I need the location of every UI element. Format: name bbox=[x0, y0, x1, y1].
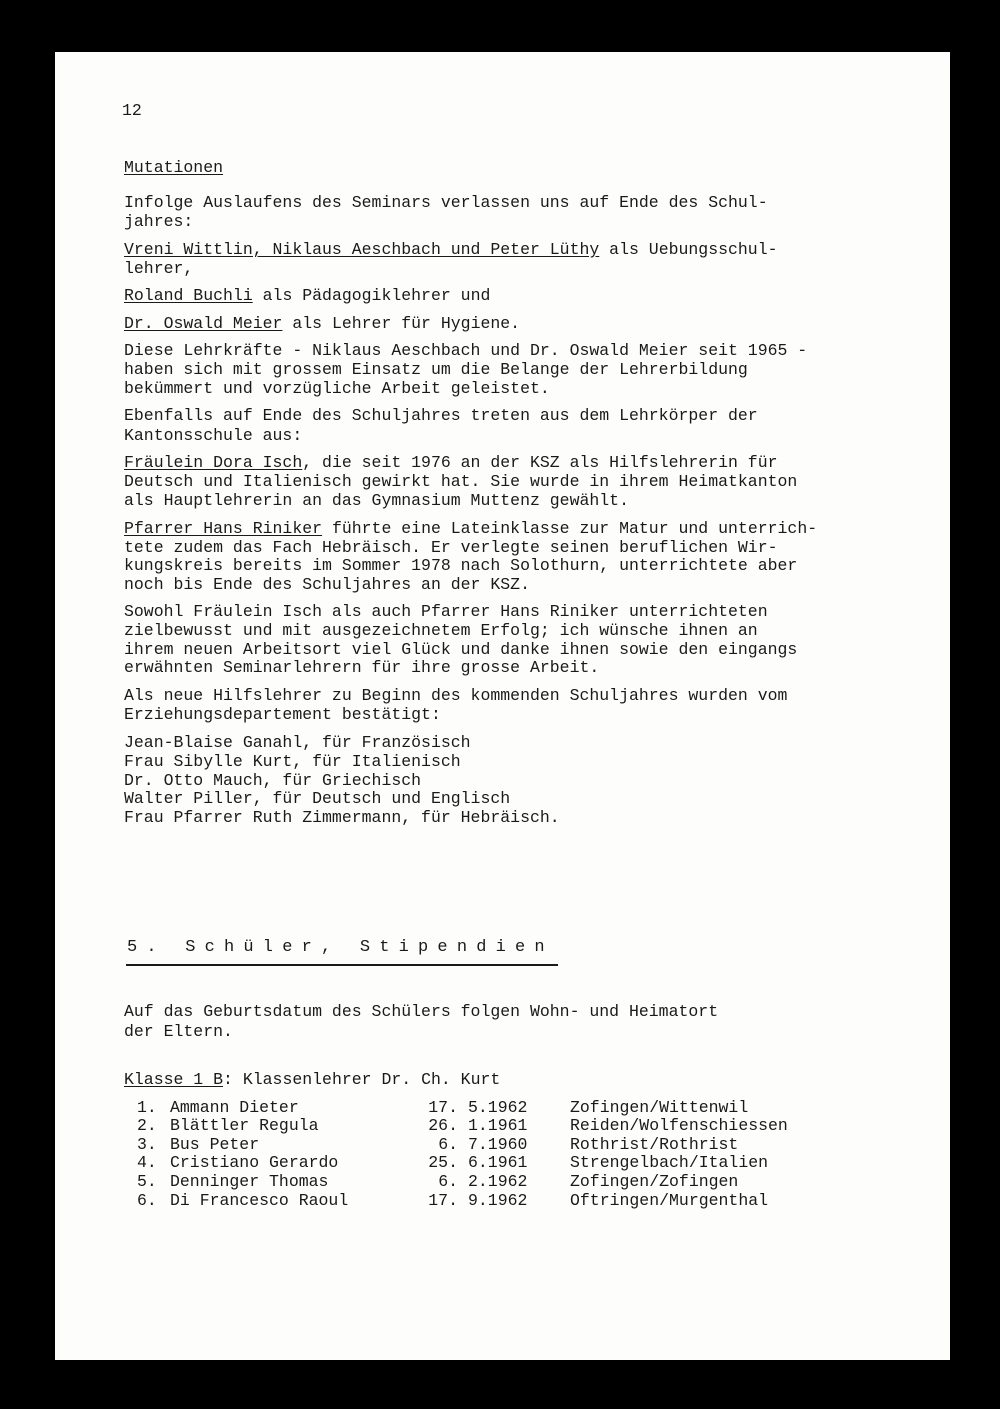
paragraph-line bbox=[124, 453, 778, 472]
section-title-mutationen: Mutationen bbox=[124, 158, 224, 177]
birth-month-year: 1.1961 bbox=[468, 1116, 528, 1135]
paragraph-line: Erziehungsdepartement bestätigt: bbox=[124, 705, 441, 724]
birth-day: 6. bbox=[438, 1172, 458, 1191]
underlined-name: Pfarrer Hans Riniker bbox=[124, 519, 323, 538]
paragraph-line: haben sich mit grossem Einsatz um die Belange der Lehrerbildung bbox=[124, 360, 748, 379]
paragraph-line: Auf das Geburtsdatum des Schülers folgen Wohn- und Heimatort bbox=[124, 1002, 719, 1021]
paragraph-line: der Eltern. bbox=[124, 1022, 233, 1041]
text-span: als Uebungsschul- bbox=[599, 240, 778, 259]
student-number: 6. bbox=[137, 1191, 157, 1210]
section-heading: 5. Schüler, Stipendien bbox=[127, 938, 554, 957]
birth-day: 17. bbox=[428, 1191, 458, 1210]
paragraph-line: Sowohl Fräulein Isch als auch Pfarrer Hans Riniker unterrichteten bbox=[124, 602, 768, 621]
paragraph-line: bekümmert und vorzügliche Arbeit geleistet. bbox=[124, 379, 550, 398]
paragraph-line: Deutsch und Italienisch gewirkt hat. Sie wurde in ihrem Heimatkanton bbox=[124, 472, 798, 491]
paragraph-line: kungskreis bereits im Sommer 1978 nach Solothurn, unterrichtete aber bbox=[124, 556, 798, 575]
birth-month-year: 7.1960 bbox=[468, 1135, 528, 1154]
teacher-list-item: Frau Pfarrer Ruth Zimmermann, für Hebräisch. bbox=[124, 808, 560, 827]
birth-month-year: 9.1962 bbox=[468, 1191, 528, 1210]
paragraph-line: lehrer, bbox=[124, 259, 194, 278]
page-number: 12 bbox=[122, 101, 142, 120]
student-number: 5. bbox=[137, 1172, 157, 1191]
text-span: als Lehrer für Hygiene. bbox=[282, 314, 521, 333]
underlined-name: Dr. Oswald Meier bbox=[124, 314, 283, 333]
paragraph-line: noch bis Ende des Schuljahres an der KSZ. bbox=[124, 575, 530, 594]
student-name: Denninger Thomas bbox=[170, 1172, 329, 1191]
paragraph-line: zielbewusst und mit ausgezeichnetem Erfolg; ich wünsche ihnen an bbox=[124, 621, 758, 640]
paragraph-line: erwähnten Seminarlehrern für ihre grosse Arbeit. bbox=[124, 658, 600, 677]
paragraph-line bbox=[124, 240, 778, 259]
paragraph-line bbox=[124, 519, 817, 538]
birth-day: 17. bbox=[428, 1098, 458, 1117]
paragraph-line: Diese Lehrkräfte - Niklaus Aeschbach und Dr. Oswald Meier seit 1965 - bbox=[124, 341, 808, 360]
student-name: Blättler Regula bbox=[170, 1116, 319, 1135]
paragraph-line bbox=[124, 286, 490, 305]
paragraph-line: Kantonsschule aus: bbox=[124, 426, 303, 445]
student-name: Cristiano Gerardo bbox=[170, 1153, 339, 1172]
paragraph-line: tete zudem das Fach Hebräisch. Er verlegte seinen beruflichen Wir- bbox=[124, 538, 778, 557]
home-place: Strengelbach/Italien bbox=[570, 1153, 769, 1172]
home-place: Zofingen/Wittenwil bbox=[570, 1098, 749, 1117]
underlined-names: Vreni Wittlin, Niklaus Aeschbach und Peter Lüthy bbox=[124, 240, 600, 259]
underlined-name: Roland Buchli bbox=[124, 286, 253, 305]
heading-rule bbox=[126, 964, 558, 966]
birth-day: 6. bbox=[438, 1135, 458, 1154]
birth-month-year: 5.1962 bbox=[468, 1098, 528, 1117]
teacher-list-item: Frau Sibylle Kurt, für Italienisch bbox=[124, 752, 461, 771]
text-span: als Pädagogiklehrer und bbox=[252, 286, 491, 305]
teacher-list-item: Walter Piller, für Deutsch und Englisch bbox=[124, 789, 511, 808]
paragraph-line: Als neue Hilfslehrer zu Beginn des kommenden Schuljahres wurden vom bbox=[124, 686, 788, 705]
home-place: Rothrist/Rothrist bbox=[570, 1135, 739, 1154]
teacher-list-item: Jean-Blaise Ganahl, für Französisch bbox=[124, 733, 471, 752]
paragraph-line: jahres: bbox=[124, 212, 194, 231]
birth-day: 26. bbox=[428, 1116, 458, 1135]
student-name: Bus Peter bbox=[170, 1135, 260, 1154]
class-label: Klasse 1 B bbox=[124, 1070, 224, 1089]
class-header bbox=[124, 1070, 500, 1089]
paragraph-line bbox=[124, 314, 520, 333]
student-number: 4. bbox=[137, 1153, 157, 1172]
class-teacher: : Klassenlehrer Dr. Ch. Kurt bbox=[223, 1070, 501, 1089]
birth-day: 25. bbox=[428, 1153, 458, 1172]
home-place: Reiden/Wolfenschiessen bbox=[570, 1116, 788, 1135]
paragraph-line: Ebenfalls auf Ende des Schuljahres treten aus dem Lehrkörper der bbox=[124, 406, 758, 425]
home-place: Oftringen/Murgenthal bbox=[570, 1191, 769, 1210]
student-number: 1. bbox=[137, 1098, 157, 1117]
birth-month-year: 2.1962 bbox=[468, 1172, 528, 1191]
text-span: führte eine Lateinklasse zur Matur und unterrich- bbox=[322, 519, 818, 538]
paragraph-line: Infolge Auslaufens des Seminars verlassen uns auf Ende des Schul- bbox=[124, 193, 768, 212]
student-number: 3. bbox=[137, 1135, 157, 1154]
student-number: 2. bbox=[137, 1116, 157, 1135]
text-span: , die seit 1976 an der KSZ als Hilfslehrerin für bbox=[302, 453, 778, 472]
paragraph-line: als Hauptlehrerin an das Gymnasium Muttenz gewählt. bbox=[124, 491, 629, 510]
home-place: Zofingen/Zofingen bbox=[570, 1172, 739, 1191]
student-name: Ammann Dieter bbox=[170, 1098, 299, 1117]
student-name: Di Francesco Raoul bbox=[170, 1191, 349, 1210]
underlined-name: Fräulein Dora Isch bbox=[124, 453, 303, 472]
birth-month-year: 6.1961 bbox=[468, 1153, 528, 1172]
teacher-list-item: Dr. Otto Mauch, für Griechisch bbox=[124, 771, 422, 790]
paragraph-line: ihrem neuen Arbeitsort viel Glück und danke ihnen sowie den eingangs bbox=[124, 640, 798, 659]
